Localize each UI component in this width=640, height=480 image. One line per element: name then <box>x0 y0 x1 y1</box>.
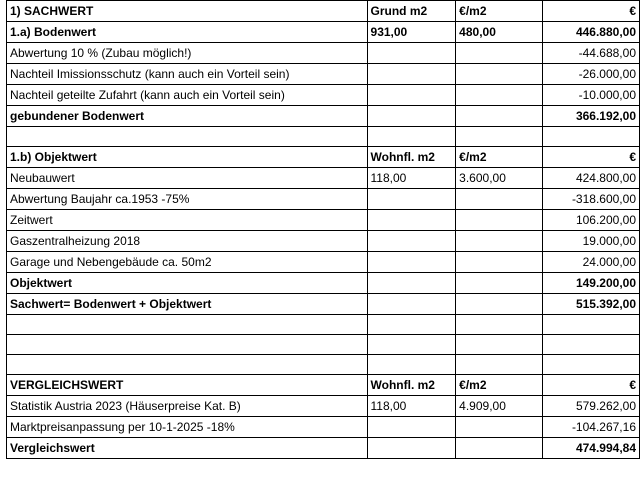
table-row <box>7 147 640 168</box>
table-cell[interactable] <box>367 294 456 315</box>
table-cell[interactable] <box>456 64 542 85</box>
table-cell[interactable] <box>367 106 456 127</box>
table-cell[interactable]: € <box>542 1 639 22</box>
table-row <box>7 252 640 273</box>
table-cell[interactable]: -44.688,00 <box>542 43 639 64</box>
table-cell[interactable] <box>456 106 542 127</box>
table-cell[interactable]: Sachwert= Bodenwert + Objektwert <box>7 294 368 315</box>
table-cell[interactable]: 149.200,00 <box>542 273 639 294</box>
table-cell[interactable] <box>456 127 542 147</box>
table-cell[interactable] <box>367 438 456 459</box>
table-cell[interactable]: VERGLEICHSWERT <box>7 375 368 396</box>
table-cell[interactable]: Zeitwert <box>7 210 368 231</box>
table-cell[interactable]: 118,00 <box>367 396 456 417</box>
table-row <box>7 64 640 85</box>
table-cell[interactable]: Grund m2 <box>367 1 456 22</box>
table-cell[interactable]: Nachteil geteilte Zufahrt (kann auch ein Vorteil sein) <box>7 85 368 106</box>
table-cell[interactable]: 24.000,00 <box>542 252 639 273</box>
table-cell[interactable] <box>456 85 542 106</box>
table-cell[interactable]: 424.800,00 <box>542 168 639 189</box>
valuation-spreadsheet <box>6 0 640 459</box>
table-cell[interactable] <box>367 189 456 210</box>
table-row <box>7 210 640 231</box>
table-cell[interactable]: -104.267,16 <box>542 417 639 438</box>
table-cell[interactable]: Wohnfl. m2 <box>367 375 456 396</box>
table-cell[interactable]: Wohnfl. m2 <box>367 147 456 168</box>
table-cell[interactable]: 446.880,00 <box>542 22 639 43</box>
table-cell[interactable] <box>7 127 368 147</box>
table-cell[interactable] <box>542 355 639 375</box>
table-cell[interactable]: 106.200,00 <box>542 210 639 231</box>
table-cell[interactable]: Neubauwert <box>7 168 368 189</box>
table-cell[interactable] <box>456 417 542 438</box>
table-cell[interactable] <box>367 127 456 147</box>
table-cell[interactable] <box>367 273 456 294</box>
table-cell[interactable]: 118,00 <box>367 168 456 189</box>
table-cell[interactable]: Statistik Austria 2023 (Häuserpreise Kat. B) <box>7 396 368 417</box>
table-cell[interactable] <box>542 127 639 147</box>
table-cell[interactable]: -10.000,00 <box>542 85 639 106</box>
table-cell[interactable] <box>367 210 456 231</box>
table-cell[interactable] <box>456 231 542 252</box>
table-row <box>7 396 640 417</box>
table-cell[interactable] <box>456 210 542 231</box>
table-cell[interactable] <box>542 335 639 355</box>
table-cell[interactable]: €/m2 <box>456 147 542 168</box>
table-cell[interactable] <box>456 438 542 459</box>
table-cell[interactable] <box>7 315 368 335</box>
table-cell[interactable] <box>367 252 456 273</box>
table-cell[interactable]: Abwertung Baujahr ca.1953 -75% <box>7 189 368 210</box>
table-cell[interactable]: 4.909,00 <box>456 396 542 417</box>
table-cell[interactable]: Marktpreisanpassung per 10-1-2025 -18% <box>7 417 368 438</box>
table-cell[interactable] <box>367 417 456 438</box>
table-cell[interactable]: € <box>542 375 639 396</box>
table-cell[interactable] <box>456 252 542 273</box>
table-cell[interactable]: 3.600,00 <box>456 168 542 189</box>
table-cell[interactable]: Garage und Nebengebäude ca. 50m2 <box>7 252 368 273</box>
table-cell[interactable]: 474.994,84 <box>542 438 639 459</box>
table-row <box>7 438 640 459</box>
table-cell[interactable] <box>456 355 542 375</box>
table-row <box>7 273 640 294</box>
table-cell[interactable]: 19.000,00 <box>542 231 639 252</box>
table-row <box>7 85 640 106</box>
table-row <box>7 375 640 396</box>
table-cell[interactable] <box>456 43 542 64</box>
table-cell[interactable] <box>367 231 456 252</box>
table-row <box>7 294 640 315</box>
table-cell[interactable]: gebundener Bodenwert <box>7 106 368 127</box>
table-cell[interactable]: 515.392,00 <box>542 294 639 315</box>
table-cell[interactable] <box>456 315 542 335</box>
table-cell[interactable] <box>367 315 456 335</box>
table-cell[interactable]: €/m2 <box>456 1 542 22</box>
table-row <box>7 231 640 252</box>
table-cell[interactable]: €/m2 <box>456 375 542 396</box>
table-cell[interactable]: -26.000,00 <box>542 64 639 85</box>
table-row <box>7 335 640 355</box>
table-cell[interactable]: 1) SACHWERT <box>7 1 368 22</box>
table-cell[interactable] <box>456 189 542 210</box>
table-cell[interactable] <box>367 64 456 85</box>
table-cell[interactable] <box>456 273 542 294</box>
table-cell[interactable] <box>7 355 368 375</box>
table-cell[interactable] <box>456 294 542 315</box>
table-row <box>7 315 640 335</box>
table-cell[interactable]: 366.192,00 <box>542 106 639 127</box>
table-row <box>7 43 640 64</box>
table-row <box>7 417 640 438</box>
table-cell[interactable]: Objektwert <box>7 273 368 294</box>
table-cell[interactable]: 1.a) Bodenwert <box>7 22 368 43</box>
table-row <box>7 189 640 210</box>
table-row <box>7 106 640 127</box>
table-row <box>7 168 640 189</box>
table-row <box>7 22 640 43</box>
table-cell[interactable] <box>542 315 639 335</box>
table-cell[interactable] <box>7 335 368 355</box>
table-row <box>7 355 640 375</box>
table-cell[interactable]: Vergleichswert <box>7 438 368 459</box>
table-cell[interactable]: € <box>542 147 639 168</box>
table-cell[interactable] <box>367 335 456 355</box>
table-cell[interactable]: 579.262,00 <box>542 396 639 417</box>
table-cell[interactable]: -318.600,00 <box>542 189 639 210</box>
table-cell[interactable]: Gaszentralheizung 2018 <box>7 231 368 252</box>
table-cell[interactable]: Abwertung 10 % (Zubau möglich!) <box>7 43 368 64</box>
table-cell[interactable] <box>456 335 542 355</box>
table-cell[interactable]: 480,00 <box>456 22 542 43</box>
table-row <box>7 127 640 147</box>
table-cell[interactable]: 931,00 <box>367 22 456 43</box>
table-cell[interactable] <box>367 85 456 106</box>
table-row <box>7 1 640 22</box>
table-cell[interactable] <box>367 355 456 375</box>
table-cell[interactable]: Nachteil Imissionsschutz (kann auch ein Vorteil sein) <box>7 64 368 85</box>
table-cell[interactable]: 1.b) Objektwert <box>7 147 368 168</box>
table-cell[interactable] <box>367 43 456 64</box>
